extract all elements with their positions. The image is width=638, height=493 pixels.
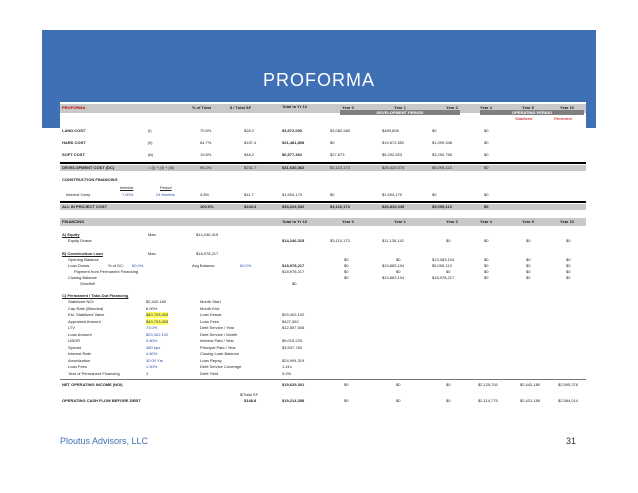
row-total: $3,572,000 <box>282 128 303 133</box>
perm-financing-row <box>60 338 586 344</box>
row-y0: $0 <box>344 269 349 274</box>
row-y1: $13,883,104 <box>382 275 405 280</box>
row-pct: 64.7% <box>200 140 212 145</box>
perm-financing-row <box>60 358 586 364</box>
row-label: SOFT COST <box>62 152 85 157</box>
max-value: $14,246,315 <box>196 232 219 237</box>
row-code: (ii) <box>148 140 153 145</box>
row-y4: $0 <box>484 165 489 170</box>
row-y2: $1,099,348 <box>432 140 453 145</box>
row-total: $3,537,783 <box>282 344 303 350</box>
col-year-0: Year 0 <box>342 219 354 224</box>
interest-header: Interest <box>120 185 134 190</box>
row-value: $29,402,102 <box>146 331 169 337</box>
row-code: = (i) + (ii) + (iii) <box>148 165 174 170</box>
hard-cost-row <box>60 140 586 146</box>
row-label: LAND COST <box>62 128 86 133</box>
row-total: $18,978,217 <box>282 269 305 274</box>
row-mid-label: Month Start <box>200 299 221 304</box>
interest-rate: 7.00% <box>122 192 134 197</box>
row-value: 1.50% <box>146 364 158 369</box>
row-y2: $0 <box>432 192 437 197</box>
row-sf: $157.4 <box>244 140 257 145</box>
row-value: 480 bps <box>146 344 161 350</box>
land-cost-row <box>60 128 586 134</box>
row-label: Loan Draws <box>68 263 90 268</box>
row-y2: $0 <box>446 382 451 387</box>
period-subheader <box>60 116 586 122</box>
col-total: Total to Yr 10 <box>282 219 307 224</box>
row-label: Opening Balance <box>68 257 99 262</box>
row-total: $6,577,362 <box>282 152 303 157</box>
row-label: Amortization <box>68 357 91 363</box>
row-y2: $5,095,113 <box>432 263 452 268</box>
row-y2: $0 <box>446 238 451 243</box>
row-y0: $3,082,580 <box>330 128 351 133</box>
row-y0: $0 <box>344 257 349 262</box>
perm-financing-row <box>60 371 586 377</box>
avg-balance-label: Avg Balance: <box>192 263 216 268</box>
row-sf: $28.2 <box>244 128 255 133</box>
row-mid-label: Principal Paid / Year <box>200 344 236 350</box>
row-label: Stabilized NOI <box>68 299 94 304</box>
perm-financing-row <box>60 332 586 338</box>
row-pct: 100.0% <box>200 204 214 209</box>
row-y1: $25,425,075 <box>382 165 405 170</box>
col-year-1: Year 1 <box>394 105 406 110</box>
row-label: Interest Rate <box>68 351 91 356</box>
row-y2: $18,978,217 <box>432 275 455 280</box>
row-value: 0.80% <box>146 338 158 343</box>
row-label: Closing Balance <box>68 275 97 280</box>
row-label: A) Equity <box>62 232 80 237</box>
row-y1: $0 <box>396 269 401 274</box>
row-value: $40,703,003 <box>146 318 169 324</box>
row-y0: $0 <box>344 398 349 403</box>
row-value: 4.80% <box>146 351 158 356</box>
row-y0: $3,110,173 <box>330 238 350 243</box>
proforma-spreadsheet <box>60 102 586 407</box>
col-year-4: Year 4 <box>480 219 492 224</box>
row-y5: $2,442,180 <box>520 382 541 387</box>
row-sf: $243.4 <box>244 204 257 209</box>
footer-company: Ploutus Advisors, LLC <box>60 436 149 446</box>
row-label: HARD COST <box>62 140 86 145</box>
row-y0: $0 <box>330 140 335 145</box>
col-year-5: Year 5 <box>522 105 534 110</box>
perm-financing-row <box>60 306 586 312</box>
row-code: (iii) <box>148 152 154 157</box>
row-y5: $2,431,189 <box>520 398 541 403</box>
row-y2: $5,095,113 <box>432 204 452 209</box>
perm-financing-row <box>60 312 586 318</box>
row-value: 30.00 Yrs <box>146 357 164 363</box>
row-y2: $13,083,104 <box>432 257 455 262</box>
row-y1: $5,292,823 <box>382 152 403 157</box>
total-sf-value: $148.8 <box>244 398 257 403</box>
perm-financing-row <box>60 351 586 357</box>
row-mid-label: Debt Service / Month <box>200 331 238 337</box>
slide-title: PROFORMA <box>262 70 375 90</box>
row-mid-label: Debt Yield <box>200 370 219 376</box>
row-sf: $231.7 <box>244 165 257 170</box>
row-y1: $0 <box>396 382 401 387</box>
row-total: $31,630,362 <box>282 165 305 170</box>
perm-financing-row <box>60 325 586 331</box>
col-year-4: Year 4 <box>480 105 492 110</box>
col-year-10: Year 10 <box>560 219 575 224</box>
row-y5: $0 <box>526 238 531 243</box>
row-y10: $0 <box>566 238 571 243</box>
row-y4: $0 <box>484 140 489 145</box>
row-y10: $0 <box>566 275 571 280</box>
row-y4: $0 <box>484 192 489 197</box>
row-label: Est. Stabilized Value <box>68 312 105 317</box>
row-total: $18,978,217 <box>282 263 305 268</box>
row-y0: $3,110,173 <box>330 165 350 170</box>
shortfall-row <box>60 281 586 287</box>
stabilized-label: Stabilized <box>515 116 533 121</box>
interest-carry-row <box>60 192 586 198</box>
row-label: DEVELOPMENT COST (DC) <box>62 165 115 170</box>
row-y10: $0 <box>566 269 571 274</box>
row-total: $9,019,225 <box>282 338 303 343</box>
col-year-10: Year 10 <box>560 105 575 110</box>
row-y1: $11,136,142 <box>382 238 404 243</box>
col-year-2: Year 2 <box>446 105 458 110</box>
row-value: 6.00% <box>146 305 158 311</box>
row-y10: $0 <box>566 263 571 268</box>
row-pct: 4.8% <box>200 192 210 197</box>
construction-financing-heading <box>60 177 586 183</box>
perm-financing-row <box>60 299 586 305</box>
row-y4: $2,125,241 <box>478 382 499 387</box>
divider <box>60 379 586 380</box>
row-y4: $0 <box>484 152 489 157</box>
row-sf: $11.7 <box>244 192 254 197</box>
row-y5: $0 <box>526 269 531 274</box>
row-label: B) Construction Loan <box>62 251 103 256</box>
all-in-project-cost-row <box>60 204 586 210</box>
row-pct: 70.8% <box>200 128 212 133</box>
row-y10: $2,595,376 <box>558 382 579 387</box>
row-mid-label: Closing Loan Balance <box>200 351 239 356</box>
col-pct-total: % of Total <box>192 105 211 110</box>
reversion-label: Reversion <box>554 116 573 121</box>
row-total: $19,629,301 <box>282 382 305 387</box>
row-mid-label: Interest Paid / Year <box>200 338 234 343</box>
row-y4: $0 <box>484 238 489 243</box>
row-y1: $0 <box>396 257 401 262</box>
pct-dc-value: 60.0% <box>132 263 144 268</box>
row-code: (l) <box>148 128 152 133</box>
row-total: $33,224,532 <box>282 204 305 209</box>
row-total: $1,594,170 <box>282 192 303 197</box>
row-label: ALL IN PROJECT COST <box>62 204 108 209</box>
operating-cash-flow-row <box>60 398 586 404</box>
row-y5: $0 <box>526 263 531 268</box>
col-per-sf: $ / Total SF <box>230 105 252 110</box>
row-label: Shortfall <box>80 281 95 286</box>
divider <box>60 201 586 203</box>
row-y4: $2,114,775 <box>478 398 498 403</box>
col-year-5: Year 5 <box>522 219 534 224</box>
row-sf: $48.2 <box>244 152 255 157</box>
row-y0: $27,673 <box>330 152 345 157</box>
row-y1: $0 <box>396 398 401 403</box>
row-label: OPERATING CASH FLOW BEFORE DEBT <box>62 398 141 403</box>
row-y2: $0 <box>432 128 437 133</box>
row-label: Loan Amount <box>68 331 92 337</box>
row-label: LTV <box>68 325 76 330</box>
row-y0: $0 <box>344 382 349 387</box>
col-total-yr10: Total to Yr 10 <box>282 104 307 109</box>
row-label: Year of Permanent Financing <box>68 370 120 376</box>
development-cost-row <box>60 165 586 171</box>
row-label: Cap Rate (Blended) <box>68 305 104 311</box>
row-total: 1.41x <box>282 364 292 369</box>
divider <box>60 162 586 164</box>
operating-period-bar: OPERATING PERIOD <box>480 110 584 115</box>
row-total: $0 <box>292 281 297 286</box>
row-y2: $0 <box>446 269 451 274</box>
soft-cost-row <box>60 152 586 158</box>
row-label: Equity Draws <box>68 238 92 243</box>
row-y0: $0 <box>330 192 335 197</box>
row-y2: $5,095,113 <box>432 165 452 170</box>
row-y1: $19,672,652 <box>382 140 405 145</box>
interest-period-headers <box>60 185 586 191</box>
row-mid-label: Debt Service Coverage <box>200 364 242 369</box>
row-value: 73.0% <box>146 325 158 330</box>
row-label: C) Permanent / Take-Out Financing <box>62 293 129 298</box>
row-label: NET OPERATING INCOME (NOI) <box>62 382 123 387</box>
row-total: $29,402,102 <box>282 312 305 317</box>
row-total: $14,246,315 <box>282 238 305 243</box>
row-y4: $0 <box>484 257 489 262</box>
row-y1: $489,808 <box>382 128 399 133</box>
row-y2: $0 <box>446 398 451 403</box>
row-y0: $0 <box>344 275 349 280</box>
noi-row <box>60 382 586 388</box>
perm-financing-row <box>60 345 586 351</box>
total-sf-label: $/Total SF <box>240 392 259 397</box>
perm-financing-row <box>60 319 586 325</box>
row-label: LIBOR <box>68 338 81 343</box>
row-mid-label: Loan Draws <box>200 312 222 317</box>
proforma-label: PROFORMA <box>62 105 86 110</box>
max-value: $18,978,217 <box>196 251 219 256</box>
row-mid-label: Month End <box>200 305 220 311</box>
col-year-0: Year 0 <box>342 105 354 110</box>
avg-balance-value: 60.0% <box>240 263 252 268</box>
row-y5: $0 <box>526 275 531 280</box>
row-value: 3 <box>146 370 149 376</box>
row-total: $12,557,508 <box>282 325 305 330</box>
max-label: Max: <box>148 251 157 256</box>
row-y4: $0 <box>484 263 489 268</box>
financing-header-row <box>60 218 586 226</box>
col-year-1: Year 1 <box>394 219 406 224</box>
row-total: $19,214,358 <box>282 398 305 403</box>
row-y4: $0 <box>484 269 489 274</box>
interest-period: 24 Months <box>156 192 175 197</box>
row-value: $40,703,003 <box>146 312 169 317</box>
row-label: Payment from Permanent Financing <box>74 269 139 274</box>
row-y0: $0 <box>344 263 349 268</box>
page-number: 31 <box>566 436 577 446</box>
row-y2: $3,290,765 <box>432 152 453 157</box>
row-total: $24,994,319 <box>282 357 305 363</box>
equity-draws-row <box>60 238 586 244</box>
row-label: Appraised Amount <box>68 318 101 324</box>
row-y4: $0 <box>484 204 489 209</box>
row-pct: 95.2% <box>200 165 212 170</box>
row-y1: $13,883,104 <box>382 263 405 268</box>
row-y1: $26,819,245 <box>382 204 405 209</box>
row-label: Loan Fees <box>68 364 87 369</box>
financing-label: FINANCING <box>62 219 85 224</box>
row-total: 9.2% <box>282 370 292 376</box>
row-label: Spread <box>68 344 81 350</box>
row-total: $21,481,808 <box>282 140 305 145</box>
row-y10: $0 <box>566 257 571 262</box>
col-year-2: Year 2 <box>446 219 458 224</box>
row-mid-label: Debt Service / Year <box>200 325 235 330</box>
row-label: CONSTRUCTION FINANCING <box>62 177 118 182</box>
row-total: $427,362 <box>282 318 299 324</box>
row-label: Interest Carry <box>66 192 91 197</box>
max-label: Max: <box>148 232 157 237</box>
row-y5: $0 <box>526 257 531 262</box>
row-y10: $2,584,014 <box>558 398 579 403</box>
row-y1: $1,594,170 <box>382 192 403 197</box>
row-y0: $3,110,173 <box>330 204 350 209</box>
development-period-bar: DEVELOPMENT PERIOD <box>340 110 460 115</box>
row-y4: $0 <box>484 275 489 280</box>
row-mid-label: Loan Repay <box>200 357 222 363</box>
row-mid-label: Loan Fees <box>200 318 219 324</box>
pct-dc-label: % of DC: <box>108 263 125 268</box>
row-value: $2,442,180 <box>146 299 167 304</box>
row-y4: $0 <box>484 128 489 133</box>
period-header: Period <box>160 185 172 190</box>
row-pct: 19.8% <box>200 152 212 157</box>
perm-financing-row <box>60 364 586 370</box>
